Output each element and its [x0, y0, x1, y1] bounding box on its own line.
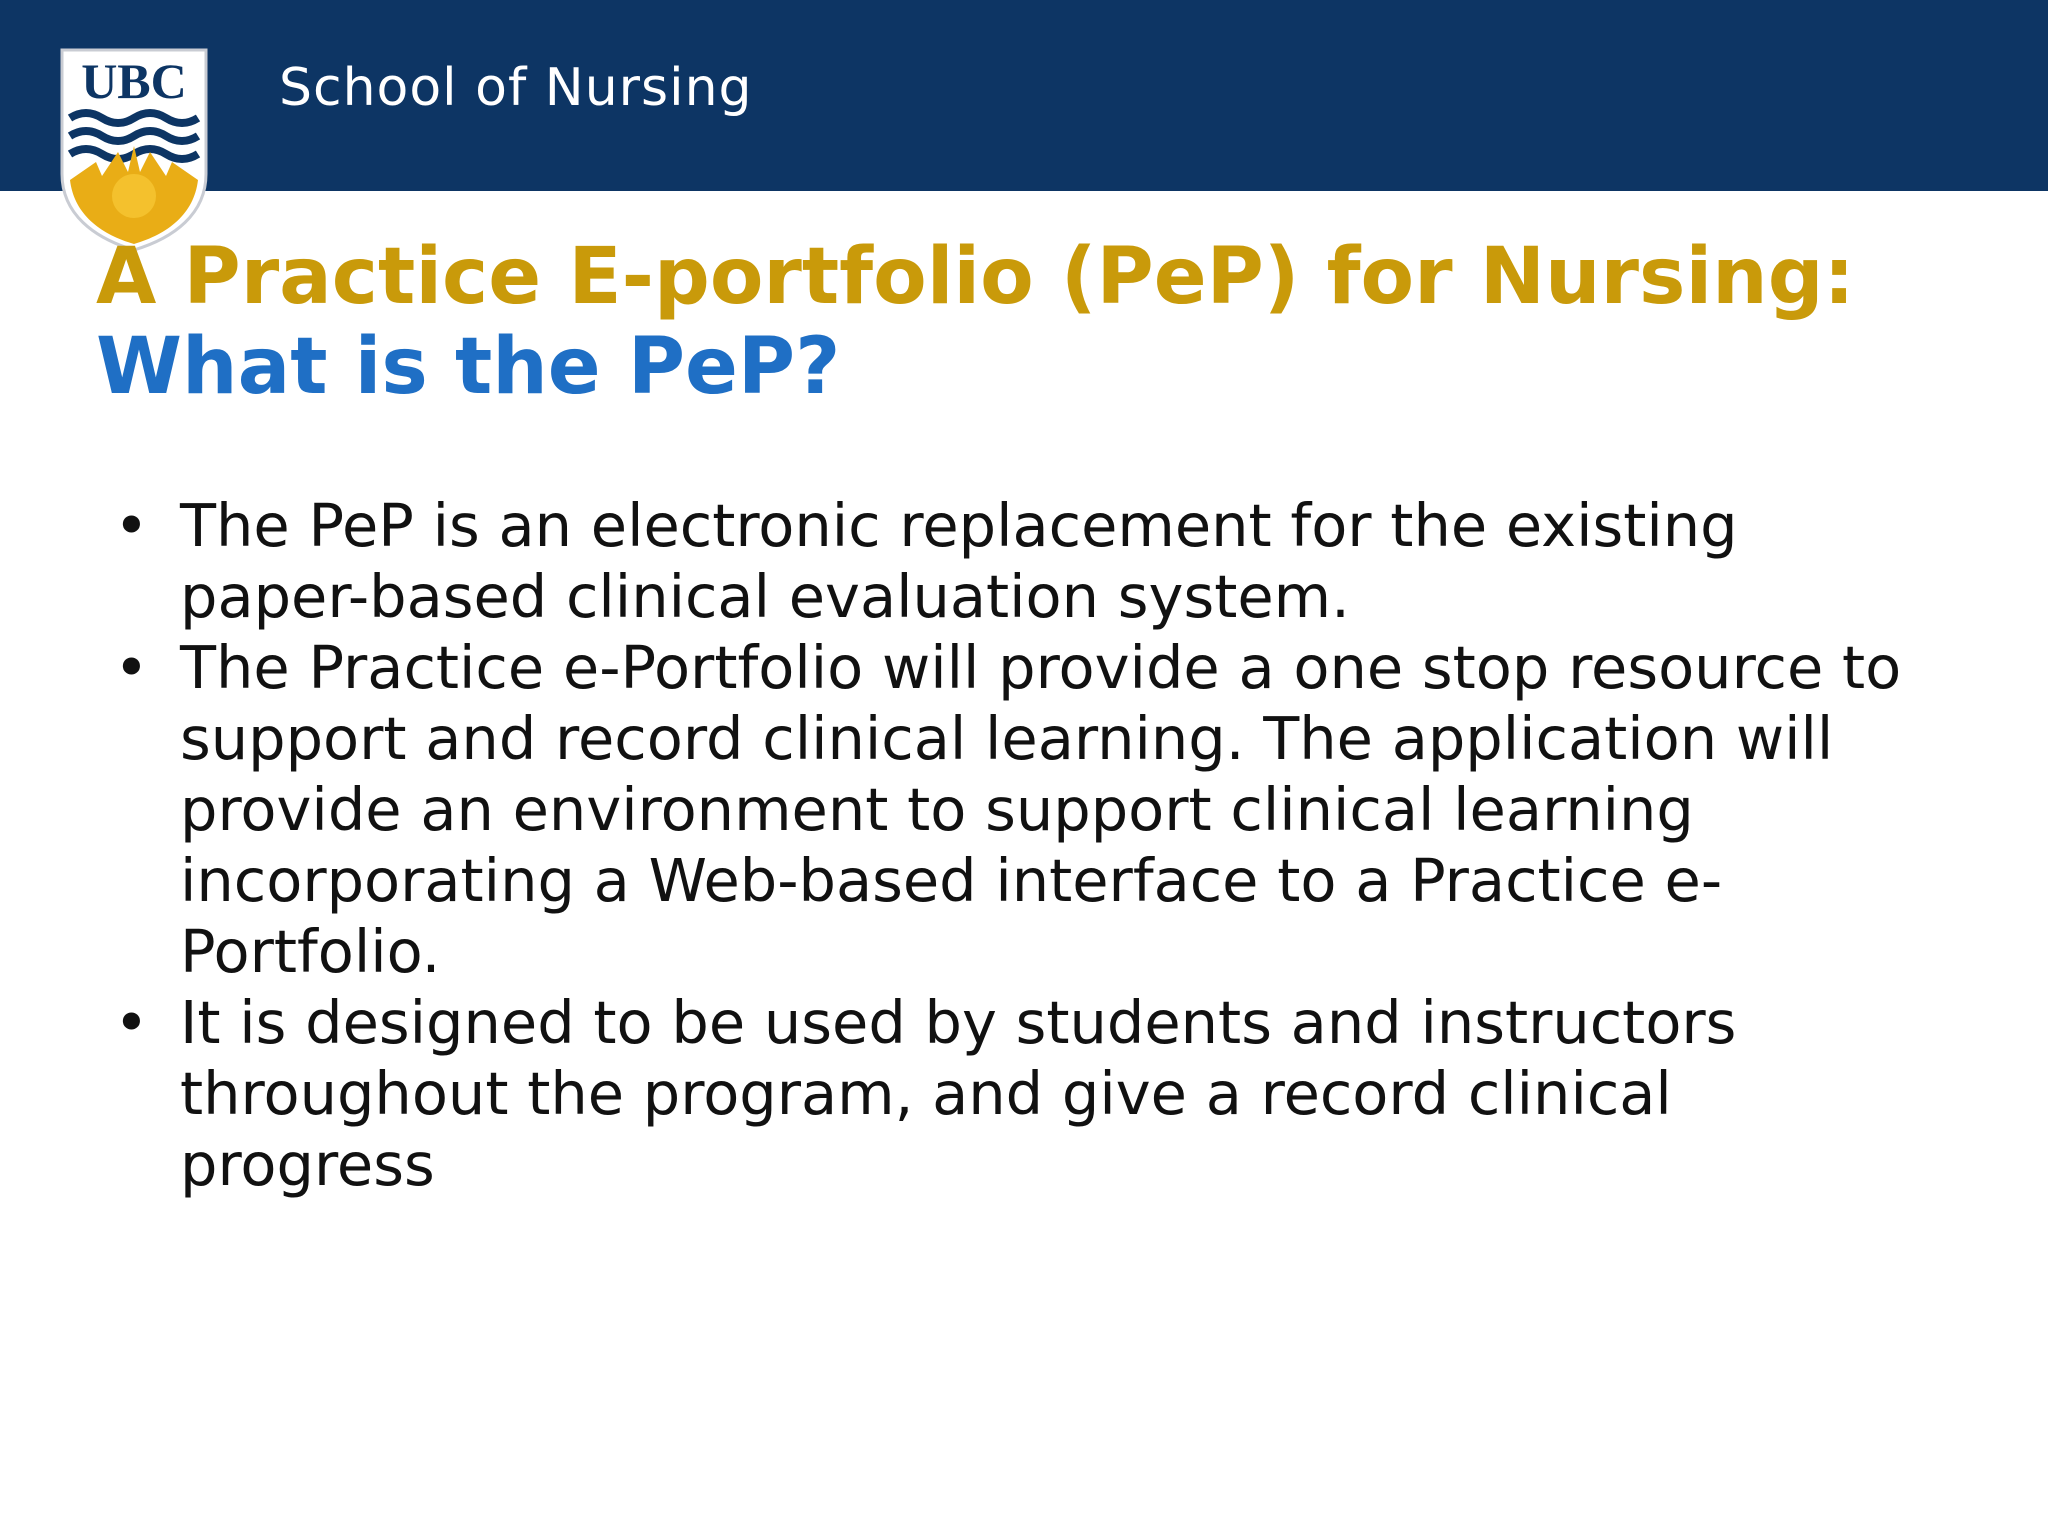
header-bar	[0, 0, 2048, 191]
slide-title-line2: What is the PeP?	[96, 322, 841, 412]
logo-text: UBC	[81, 53, 187, 109]
bullet-line: support and record clinical learning. The application will	[180, 704, 1834, 773]
bullet-item	[110, 632, 2010, 987]
bullet-item	[110, 987, 2010, 1200]
bullet-line: progress	[180, 1130, 435, 1199]
bullet-line: paper-based clinical evaluation system.	[180, 562, 1350, 631]
bullet-marker: •	[114, 491, 149, 560]
bullet-item	[110, 490, 2010, 632]
bullet-line: throughout the program, and give a record clinical	[180, 1059, 1672, 1128]
bullet-line: The PeP is an electronic replacement for the existing	[180, 491, 1738, 560]
ubc-crest-logo	[56, 46, 212, 252]
bullet-line: Portfolio.	[180, 917, 441, 986]
bullet-line: The Practice e-Portfolio will provide a one stop resource to	[180, 633, 1902, 702]
bullet-line: It is designed to be used by students and instructors	[180, 988, 1737, 1057]
slide-title-line1: A Practice E-portfolio (PeP) for Nursing:	[96, 232, 1855, 322]
bullet-marker: •	[114, 988, 149, 1057]
bullet-list	[110, 490, 2010, 1200]
bullet-line: provide an environment to support clinical learning	[180, 775, 1694, 844]
bullet-line: incorporating a Web-based interface to a Practice e-	[180, 846, 1723, 915]
bullet-marker: •	[114, 633, 149, 702]
header-title: School of Nursing	[279, 58, 753, 118]
